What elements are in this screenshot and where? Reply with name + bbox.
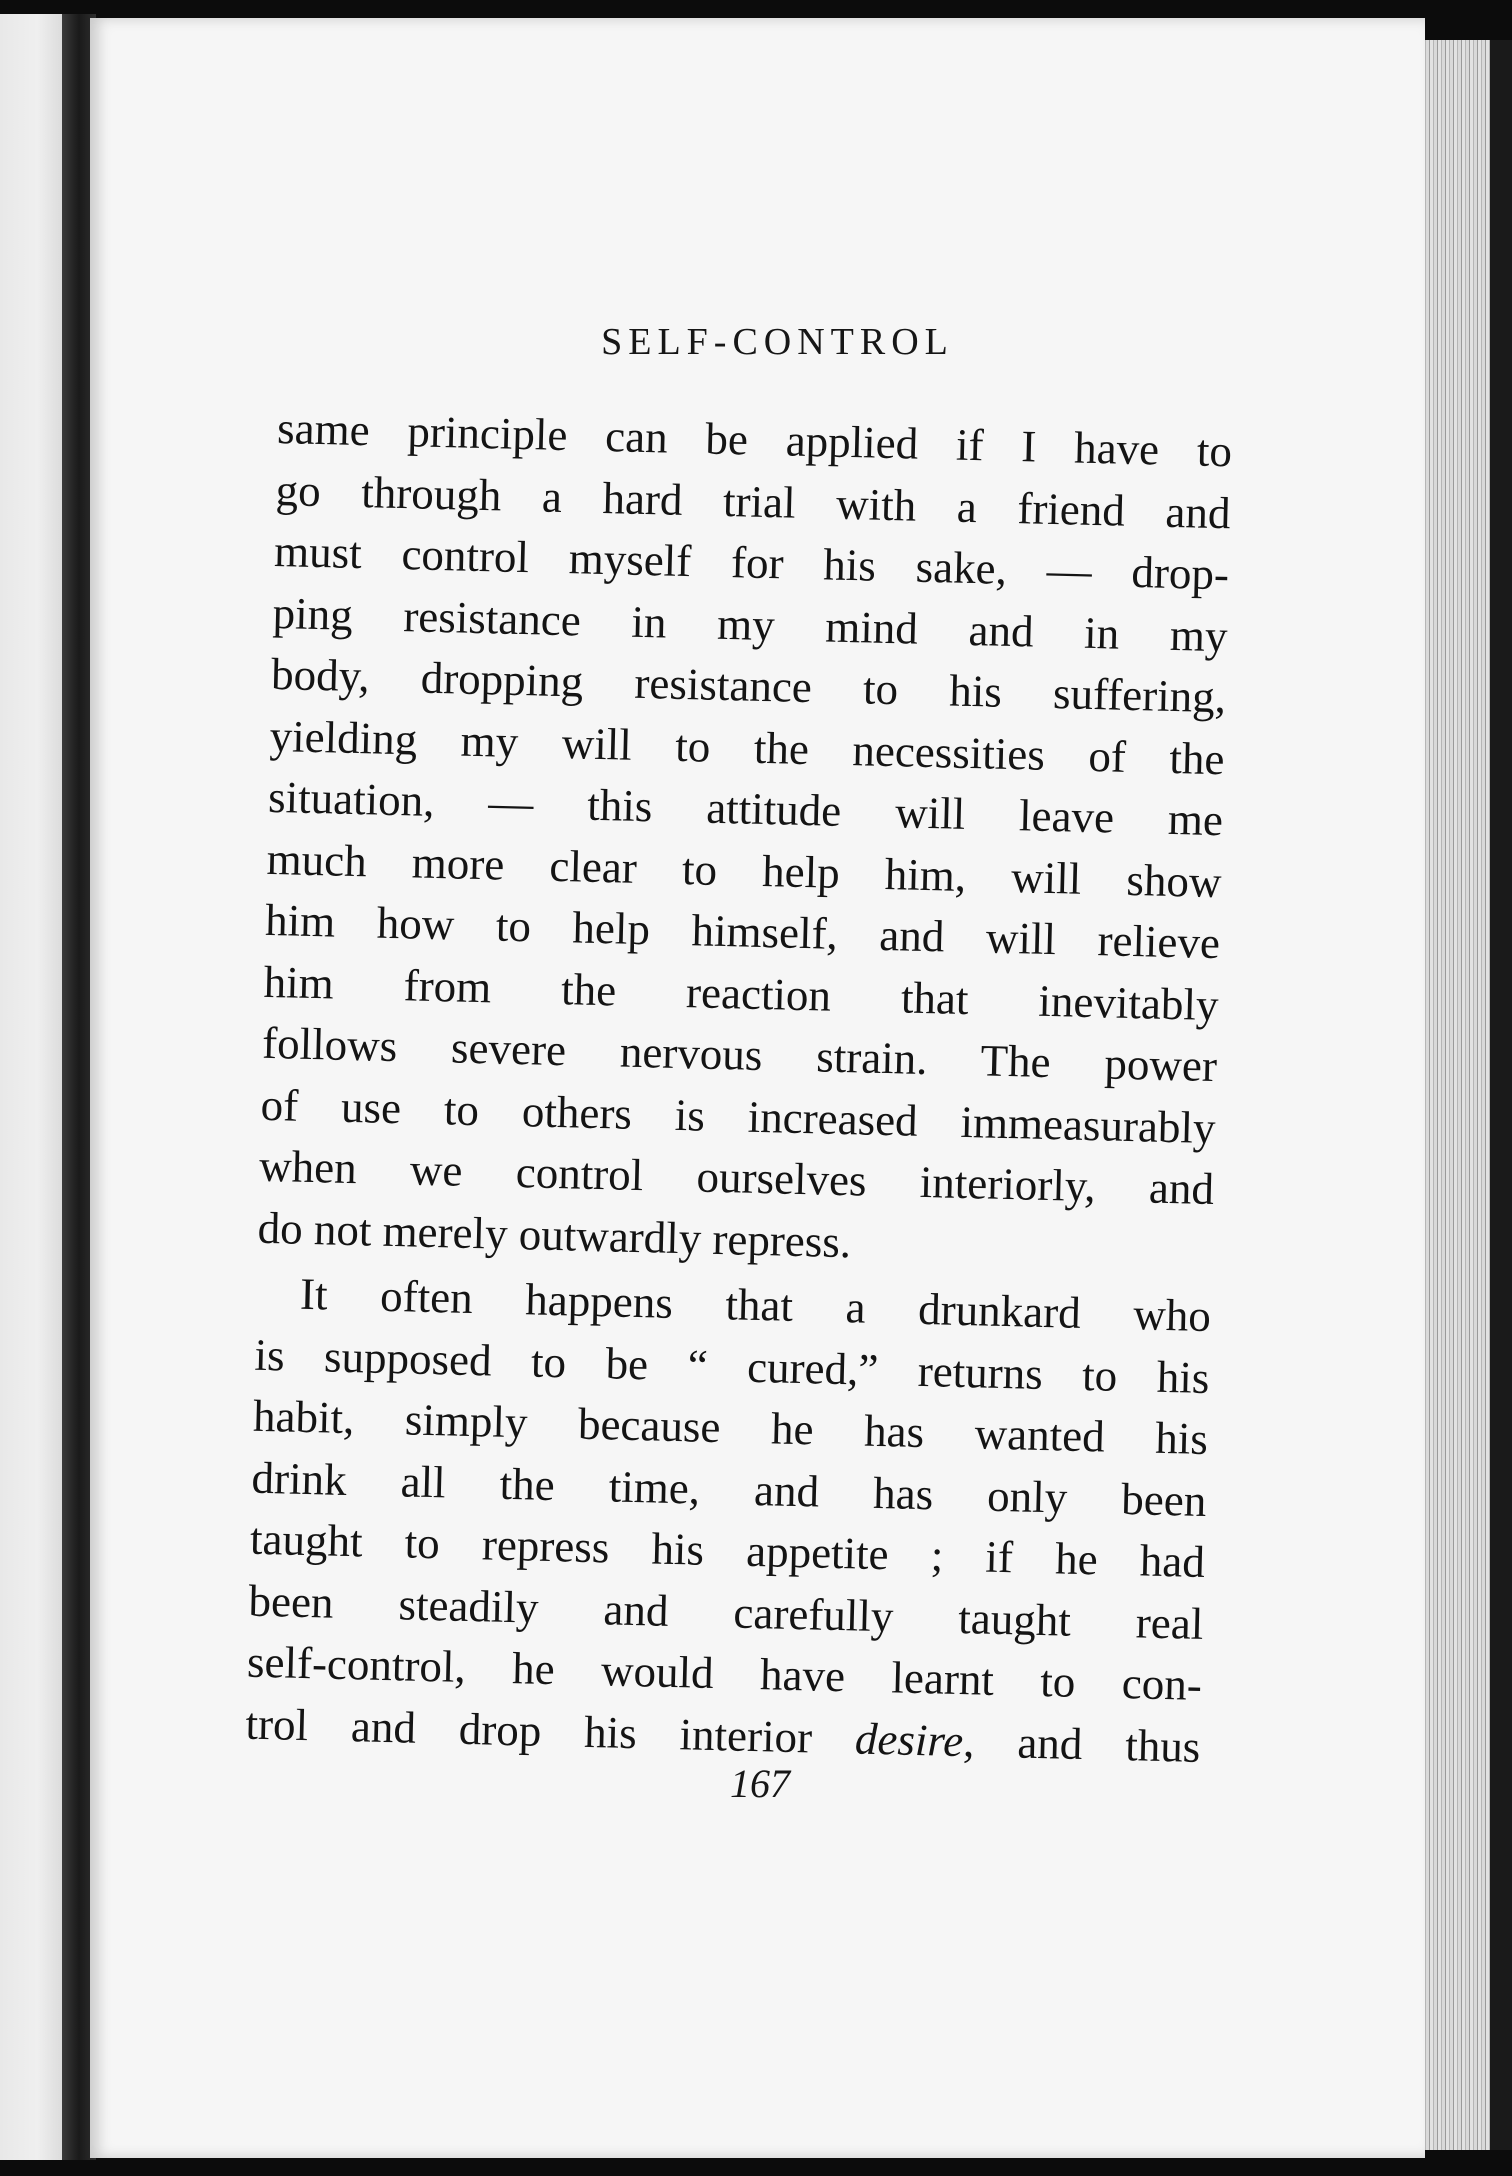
text-line: situation, — this attitude will leave me bbox=[267, 771, 1224, 846]
italic-word: desire bbox=[854, 1713, 964, 1766]
text-line: when we control ourselves interiorly, and bbox=[258, 1140, 1215, 1215]
text-line: yielding my will to the necessities of the bbox=[269, 710, 1226, 784]
text-line: habit, simply because he has wanted his bbox=[252, 1390, 1209, 1465]
text-line: ping resistance in my mind and in my bbox=[272, 587, 1229, 661]
text-line: is supposed to be “ cured,” returns to his bbox=[254, 1329, 1210, 1403]
text-segment: , and thus bbox=[962, 1715, 1201, 1772]
text-segment: trol and drop his interior bbox=[245, 1698, 813, 1762]
text-line: much more clear to help him, will show bbox=[266, 833, 1223, 907]
text-line: self-control, he would have learnt to con- bbox=[246, 1636, 1203, 1710]
book-page bbox=[90, 18, 1425, 2158]
running-header: SELF-CONTROL bbox=[601, 321, 954, 363]
text-line: same principle can be applied if I have to bbox=[276, 402, 1233, 477]
page-stack-edges bbox=[1418, 40, 1512, 2150]
text-line: of use to others is increased immeasurably bbox=[260, 1079, 1217, 1153]
body-text bbox=[245, 398, 1233, 1778]
text-line: him how to help himself, and will relieve bbox=[264, 894, 1221, 969]
text-line: body, dropping resistance to his suffering, bbox=[270, 648, 1227, 723]
text-line: do not merely outwardly repress. bbox=[257, 1202, 852, 1267]
text-line: go through a hard trial with a friend and bbox=[275, 464, 1232, 538]
text-line: been steadily and carefully taught real bbox=[248, 1575, 1204, 1649]
text-line: It often happens that a drunkard who bbox=[299, 1268, 1212, 1342]
text-line: drink all the time, and has only been bbox=[251, 1452, 1207, 1526]
text-line: follows severe nervous strain. The power bbox=[261, 1017, 1218, 1092]
page-number: 167 bbox=[730, 1761, 790, 1806]
text-line: must control myself for his sake, — drop- bbox=[273, 525, 1230, 600]
text-line: him from the reaction that inevitably bbox=[263, 956, 1220, 1030]
text-line: taught to repress his appetite ; if he had bbox=[249, 1513, 1206, 1587]
facing-page-edge bbox=[0, 14, 62, 2160]
